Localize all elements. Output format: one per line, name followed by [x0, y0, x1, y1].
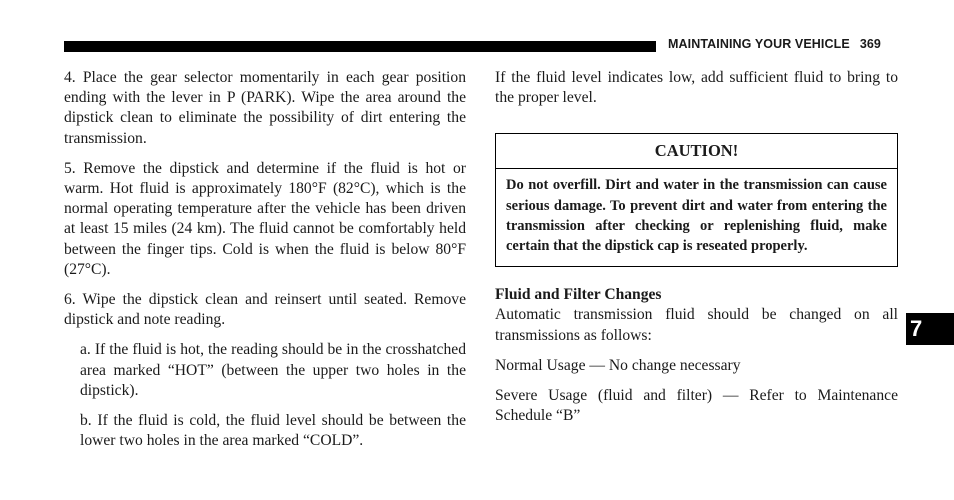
- step-4-paragraph: 4. Place the gear selector momentarily in each gear position ending with the lever in P (PARK). Wipe the area around the dipstick clean to eliminate the possibility of dirt entering the transmission.: [64, 69, 466, 147]
- page-number: 369: [859, 37, 881, 51]
- step-6b-paragraph: b. If the fluid is cold, the fluid level should be between the lower two holes in the area marked “COLD”.: [80, 412, 466, 450]
- left-column: [64, 68, 466, 461]
- fluid-change-paragraph: Automatic transmission fluid should be changed on all transmissions as follows:: [495, 306, 898, 344]
- step-6-paragraph: 6. Wipe the dipstick clean and reinsert until seated. Remove dipstick and note reading.: [64, 291, 466, 329]
- header-rule: [64, 41, 656, 52]
- section-title: MAINTAINING YOUR VEHICLE: [668, 37, 850, 51]
- severe-usage-paragraph: Severe Usage (fluid and filter) — Refer to Maintenance Schedule “B”: [495, 387, 898, 425]
- normal-usage-paragraph: Normal Usage — No change necessary: [495, 356, 741, 374]
- caution-text: Do not overfill. Dirt and water in the transmission can cause serious damage. To prevent dirt and water from entering the transmission after checking or replenishing fluid, make certain that the dipstick cap is reseated properly.: [506, 177, 887, 255]
- section-heading: Fluid and Filter Changes: [495, 286, 662, 304]
- chapter-tab: 7: [906, 313, 954, 345]
- caution-box: [495, 133, 898, 267]
- low-fluid-paragraph: If the fluid level indicates low, add sufficient fluid to bring to the proper level.: [495, 69, 898, 107]
- running-header: [668, 37, 881, 51]
- step-5-paragraph: 5. Remove the dipstick and determine if the fluid is hot or warm. Hot fluid is approximately 180°F (82°C), which is the normal operating temperature after the vehicle has been driven at least 15 miles (24 km). The fluid cannot be comfortably held between the finger tips. Cold is when the fluid is below 80°F (27°C).: [64, 159, 466, 278]
- caution-title: CAUTION!: [496, 134, 897, 169]
- step-6a-paragraph: a. If the fluid is hot, the reading should be in the crosshatched area marked “HOT” (between the upper two holes in the dipstick).: [80, 341, 466, 399]
- right-column: [495, 68, 898, 436]
